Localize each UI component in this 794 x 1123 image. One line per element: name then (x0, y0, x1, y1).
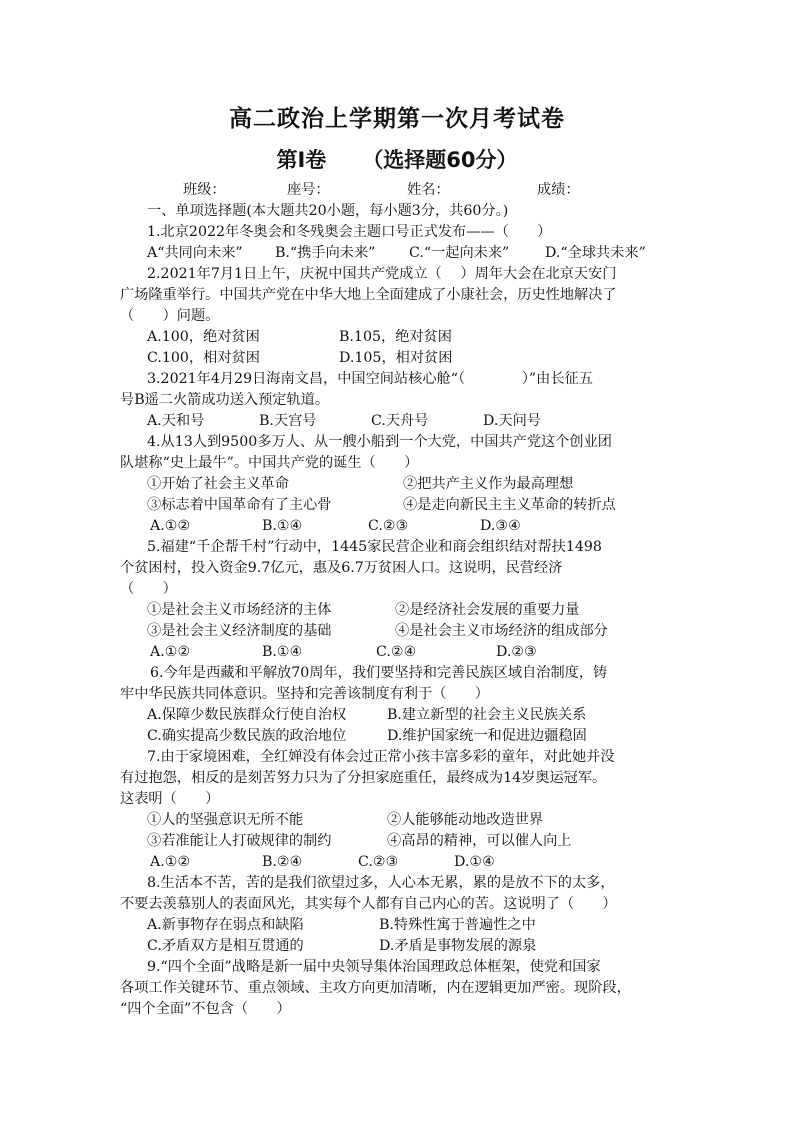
page-subtitle (0, 144, 794, 174)
q4-stem-line: 4.从13人到9500多万人、从一艘小船到一个大党，中国共产党这个创业团 (147, 434, 612, 450)
q2-stem-line: 广场隆重举行。中国共产党在中华大地上全面建成了小康社会，历史性地解决了 (120, 287, 617, 303)
q3-option-a: A.天和号 (147, 413, 205, 429)
part-label: 第Ⅰ卷 (276, 148, 327, 172)
q1-stem: 1.北京2022年冬奥会和冬残奥会主题口号正式发布——（ ） (147, 224, 552, 240)
q4-item-1: ①开始了社会主义革命 (147, 476, 289, 492)
q7-stem-line: 有过抱怨，相反的是刻苦努力只为了分担家庭重任，最终成为14岁奥运冠军。 (120, 770, 607, 786)
q5-item-4: ④是社会主义市场经济的组成部分 (395, 623, 608, 639)
q5-item-3: ③是社会主义经济制度的基础 (147, 623, 332, 639)
q7-item-4: ④高昂的精神，可以催人向上 (387, 833, 572, 849)
q4-option-a: A.①② (150, 518, 191, 534)
q6-option-b: B.建立新型的社会主义民族关系 (387, 707, 587, 723)
q5-stem-line: 5.福建“千企帮千村”行动中，1445家民营企业和商会组织结对帮扶1498 (147, 539, 602, 555)
name-field-label: 姓名： (407, 182, 450, 198)
class-field-label: 班级： (183, 182, 226, 198)
page-title: 高二政治上学期第一次月考试卷 (229, 106, 565, 132)
q2-option-a: A.100，绝对贫困 (147, 329, 260, 345)
q6-option-c: C.确实提高少数民族的政治地位 (147, 728, 347, 744)
q7-item-1: ①人的坚强意识无所不能 (147, 812, 304, 828)
q9-stem-line: 9.“四个全面”战略是新一届中央领导集体治国理政总体框架，使党和国家 (147, 959, 601, 975)
q6-option-d: D.维护国家统一和促进边疆稳固 (387, 728, 587, 744)
q2-stem-line: （ ）问题。 (120, 308, 220, 324)
q8-option-b: B.特殊性寓于普遍性之中 (379, 917, 536, 933)
q5-item-1: ①是社会主义市场经济的主体 (147, 602, 332, 618)
q5-option-a: A.①② (150, 644, 191, 660)
q1-option-b: B.“携手向未来” (275, 245, 376, 261)
score-field-label: 成绩： (537, 182, 580, 198)
q3-stem-line: 号B遥二火箭成功送入预定轨道。 (120, 392, 330, 408)
q4-option-d: D.③④ (480, 518, 521, 534)
q2-option-d: D.105，相对贫困 (339, 350, 453, 366)
q6-option-a: A.保障少数民族群众行使自治权 (147, 707, 347, 723)
q2-option-b: B.105，绝对贫困 (339, 329, 452, 345)
q9-stem-line: 各项工作关键环节、重点领域、主攻方向更加清晰，内在逻辑更加严密。现阶段， (120, 980, 631, 996)
q5-option-c: C.②④ (376, 644, 417, 660)
q2-option-c: C.100，相对贫困 (147, 350, 260, 366)
q8-stem-line: 不要去羡慕别人的表面风光，其实每个人都有自己内心的苦。这说明了（ ） (120, 896, 617, 912)
q5-stem-line: （ ） (120, 581, 177, 597)
q4-option-b: B.①④ (262, 518, 303, 534)
q8-option-a: A.新事物存在弱点和缺陷 (147, 917, 304, 933)
q1-option-c: C.“一起向未来” (409, 245, 510, 261)
q8-option-d: D.矛盾是事物发展的源泉 (379, 938, 537, 954)
q3-stem-line: 3.2021年4月29日海南文昌，中国空间站核心舱“（ ）”由长征五 (147, 371, 593, 387)
q1-option-d: D.“全球共未来” (545, 245, 646, 261)
q6-stem-line: 6.今年是西藏和平解放70周年，我们要坚持和完善民族区域自治制度，铸 (150, 665, 608, 681)
q8-option-c: C.矛盾双方是相互贯通的 (147, 938, 304, 954)
q5-stem-line: 个贫困村，投入资金9.7亿元，惠及6.7万贫困人口。这说明，民营经济 (120, 560, 563, 576)
q6-stem-line: 牢中华民族共同体意识。坚持和完善该制度有利于（ ） (120, 686, 489, 702)
q4-item-3: ③标志着中国革命有了主心骨 (147, 497, 332, 513)
q5-item-2: ②是经济社会发展的重要力量 (395, 602, 580, 618)
seat-field-label: 座号： (287, 182, 330, 198)
q3-option-c: C.天舟号 (371, 413, 429, 429)
q3-option-d: D.天问号 (483, 413, 541, 429)
q1-option-a: A“共同向未来” (147, 245, 243, 261)
q7-option-c: C.②③ (358, 854, 399, 870)
q3-option-b: B.天宫号 (259, 413, 317, 429)
q4-item-2: ②把共产主义作为最高理想 (403, 476, 574, 492)
q7-item-2: ②人能够能动地改造世界 (387, 812, 544, 828)
q4-stem-line: 队堪称“史上最牛”。中国共产党的诞生（ ） (120, 455, 419, 471)
q8-stem-line: 8.生活本不苦，苦的是我们欲望过多，人心本无累，累的是放不下的太多， (147, 875, 615, 891)
q4-item-4: ④是走向新民主主义革命的转折点 (403, 497, 616, 513)
q4-option-c: C.②③ (368, 518, 409, 534)
q9-stem-line: “四个全面”不包含（ ） (120, 1001, 291, 1017)
q7-item-3: ③若准能让人打破规律的制约 (147, 833, 332, 849)
q7-option-b: B.②④ (262, 854, 303, 870)
section-heading: 一、单项选择题(本大题共20小题，每小题3分，共60分。) (147, 203, 509, 219)
q7-option-a: A.①② (150, 854, 191, 870)
q5-option-d: D.②③ (496, 644, 537, 660)
part-note: （选择题60分） (362, 148, 518, 172)
q5-option-b: B.①④ (262, 644, 303, 660)
q7-stem-line: 这表明（ ） (120, 791, 220, 807)
q7-option-d: D.①④ (454, 854, 495, 870)
q2-stem-line: 2.2021年7月1日上午，庆祝中国共产党成立（ ）周年大会在北京天安门 (147, 266, 617, 282)
q7-stem-line: 7.由于家境困难，全红婵没有体会过正常小孩丰富多彩的童年，对此她并没 (147, 749, 615, 765)
